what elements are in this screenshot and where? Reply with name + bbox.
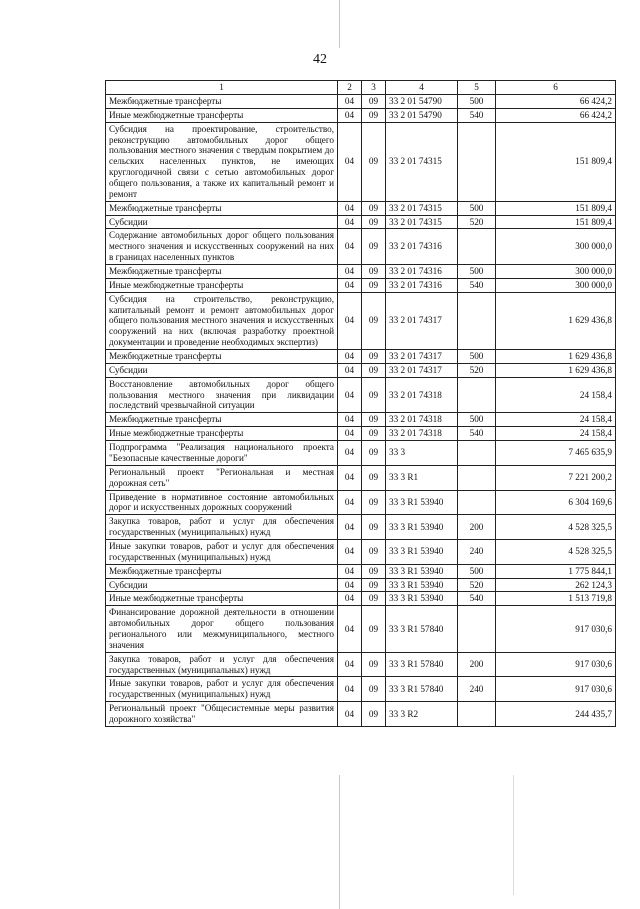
target-article-code: 33 2 01 74315 xyxy=(386,215,458,229)
table-row xyxy=(106,265,616,279)
table-row xyxy=(106,350,616,364)
amount: 4 528 325,5 xyxy=(496,539,616,564)
table-row xyxy=(106,278,616,292)
table-row xyxy=(106,108,616,122)
item-name: Иные закупки товаров, работ и услуг для обеспечения государственных (муниципальных) нужд xyxy=(106,677,338,702)
item-name: Иные межбюджетные трансферты xyxy=(106,592,338,606)
expense-type-code: 500 xyxy=(458,350,496,364)
section-code: 04 xyxy=(338,377,362,413)
table-row xyxy=(106,490,616,515)
subsection-code: 09 xyxy=(362,377,386,413)
section-code: 04 xyxy=(338,578,362,592)
expense-type-code: 240 xyxy=(458,677,496,702)
subsection-code: 09 xyxy=(362,108,386,122)
item-name: Иные межбюджетные трансферты xyxy=(106,108,338,122)
expense-type-code: 520 xyxy=(458,363,496,377)
table-row xyxy=(106,578,616,592)
section-code: 04 xyxy=(338,363,362,377)
table-row xyxy=(106,677,616,702)
section-code: 04 xyxy=(338,515,362,540)
amount: 300 000,0 xyxy=(496,278,616,292)
section-code: 04 xyxy=(338,564,362,578)
table-row xyxy=(106,363,616,377)
section-code: 04 xyxy=(338,229,362,265)
target-article-code: 33 2 01 74316 xyxy=(386,265,458,279)
section-code: 04 xyxy=(338,122,362,201)
item-name: Подпрограмма "Реализация национального проекта "Безопасные качественные дороги" xyxy=(106,441,338,466)
amount: 262 124,3 xyxy=(496,578,616,592)
subsection-code: 09 xyxy=(362,427,386,441)
expense-type-code: 240 xyxy=(458,539,496,564)
expense-type-code: 540 xyxy=(458,592,496,606)
section-code: 04 xyxy=(338,413,362,427)
subsection-code: 09 xyxy=(362,292,386,349)
subsection-code: 09 xyxy=(362,95,386,109)
column-header: 2 xyxy=(338,81,362,95)
target-article-code: 33 3 R1 57840 xyxy=(386,606,458,652)
target-article-code: 33 2 01 74317 xyxy=(386,292,458,349)
item-name: Региональный проект "Общесистемные меры развития дорожного хозяйства" xyxy=(106,702,338,727)
amount: 66 424,2 xyxy=(496,95,616,109)
subsection-code: 09 xyxy=(362,515,386,540)
item-name: Иные межбюджетные трансферты xyxy=(106,278,338,292)
amount: 244 435,7 xyxy=(496,702,616,727)
table-row xyxy=(106,201,616,215)
target-article-code: 33 2 01 74316 xyxy=(386,278,458,292)
target-article-code: 33 2 01 74318 xyxy=(386,377,458,413)
item-name: Субсидия на проектирование, строительство, реконструкцию автомобильных дорог общего пользования местного значения с твердым покрытием до сельских населенных пунктов, не имеющих круглогодичной связи с сетью автомобильных дорог общего пользования, а также их капитальный ремонт и ремонт xyxy=(106,122,338,201)
subsection-code: 09 xyxy=(362,564,386,578)
expense-type-code: 540 xyxy=(458,427,496,441)
amount: 300 000,0 xyxy=(496,265,616,279)
amount: 917 030,6 xyxy=(496,652,616,677)
subsection-code: 09 xyxy=(362,441,386,466)
target-article-code: 33 2 01 74315 xyxy=(386,122,458,201)
table-row xyxy=(106,413,616,427)
section-code: 04 xyxy=(338,201,362,215)
section-code: 04 xyxy=(338,652,362,677)
section-code: 04 xyxy=(338,677,362,702)
scan-artifact-line xyxy=(339,0,340,48)
expense-type-code xyxy=(458,465,496,490)
item-name: Субсидия на строительство, реконструкцию, капитальный ремонт и ремонт автомобильных дорог общего пользования местного значения и искусственных сооружений на них (включая разработку проектной документации и проведение необходимых экспертиз) xyxy=(106,292,338,349)
table-row xyxy=(106,122,616,201)
item-name: Субсидии xyxy=(106,363,338,377)
amount: 151 809,4 xyxy=(496,122,616,201)
amount: 4 528 325,5 xyxy=(496,515,616,540)
item-name: Межбюджетные трансферты xyxy=(106,201,338,215)
expense-type-code: 500 xyxy=(458,564,496,578)
scan-artifact-line xyxy=(339,775,340,909)
target-article-code: 33 3 R1 53940 xyxy=(386,592,458,606)
subsection-code: 09 xyxy=(362,702,386,727)
expense-type-code xyxy=(458,606,496,652)
item-name: Финансирование дорожной деятельности в отношении автомобильных дорог общего пользования регионального или межмуниципального, местного значения xyxy=(106,606,338,652)
table-row xyxy=(106,377,616,413)
expense-type-code xyxy=(458,377,496,413)
amount: 66 424,2 xyxy=(496,108,616,122)
amount: 24 158,4 xyxy=(496,377,616,413)
subsection-code: 09 xyxy=(362,413,386,427)
section-code: 04 xyxy=(338,292,362,349)
target-article-code: 33 2 01 74316 xyxy=(386,229,458,265)
item-name: Межбюджетные трансферты xyxy=(106,265,338,279)
target-article-code: 33 2 01 74317 xyxy=(386,350,458,364)
expense-type-code: 520 xyxy=(458,578,496,592)
subsection-code: 09 xyxy=(362,578,386,592)
target-article-code: 33 3 R1 57840 xyxy=(386,652,458,677)
section-code: 04 xyxy=(338,265,362,279)
scan-artifact-line xyxy=(513,775,514,895)
item-name: Субсидии xyxy=(106,578,338,592)
target-article-code: 33 2 01 54790 xyxy=(386,95,458,109)
item-name: Межбюджетные трансферты xyxy=(106,564,338,578)
amount: 1 629 436,8 xyxy=(496,363,616,377)
target-article-code: 33 3 R1 53940 xyxy=(386,490,458,515)
subsection-code: 09 xyxy=(362,278,386,292)
expense-type-code xyxy=(458,441,496,466)
item-name: Иные межбюджетные трансферты xyxy=(106,427,338,441)
column-header: 4 xyxy=(386,81,458,95)
subsection-code: 09 xyxy=(362,229,386,265)
amount: 917 030,6 xyxy=(496,677,616,702)
target-article-code: 33 2 01 74317 xyxy=(386,363,458,377)
expense-type-code xyxy=(458,229,496,265)
expense-type-code: 540 xyxy=(458,278,496,292)
section-code: 04 xyxy=(338,539,362,564)
item-name: Региональный проект "Региональная и местная дорожная сеть" xyxy=(106,465,338,490)
section-code: 04 xyxy=(338,702,362,727)
expense-type-code: 200 xyxy=(458,515,496,540)
table-row xyxy=(106,465,616,490)
expense-type-code: 200 xyxy=(458,652,496,677)
target-article-code: 33 3 R1 53940 xyxy=(386,564,458,578)
table-row xyxy=(106,652,616,677)
item-name: Субсидии xyxy=(106,215,338,229)
subsection-code: 09 xyxy=(362,215,386,229)
section-code: 04 xyxy=(338,108,362,122)
amount: 24 158,4 xyxy=(496,427,616,441)
item-name: Иные закупки товаров, работ и услуг для обеспечения государственных (муниципальных) нужд xyxy=(106,539,338,564)
subsection-code: 09 xyxy=(362,363,386,377)
table-row xyxy=(106,702,616,727)
section-code: 04 xyxy=(338,278,362,292)
target-article-code: 33 3 R1 xyxy=(386,465,458,490)
target-article-code: 33 2 01 54790 xyxy=(386,108,458,122)
section-code: 04 xyxy=(338,427,362,441)
subsection-code: 09 xyxy=(362,490,386,515)
table-row xyxy=(106,515,616,540)
expense-type-code xyxy=(458,122,496,201)
amount: 917 030,6 xyxy=(496,606,616,652)
target-article-code: 33 3 xyxy=(386,441,458,466)
subsection-code: 09 xyxy=(362,539,386,564)
table-row xyxy=(106,606,616,652)
item-name: Закупка товаров, работ и услуг для обеспечения государственных (муниципальных) нужд xyxy=(106,515,338,540)
amount: 1 629 436,8 xyxy=(496,292,616,349)
column-header: 1 xyxy=(106,81,338,95)
target-article-code: 33 3 R1 53940 xyxy=(386,515,458,540)
table-row xyxy=(106,229,616,265)
amount: 7 221 200,2 xyxy=(496,465,616,490)
item-name: Приведение в нормативное состояние автомобильных дорог и искусственных дорожных сооружений xyxy=(106,490,338,515)
amount: 24 158,4 xyxy=(496,413,616,427)
table-body xyxy=(106,95,616,727)
target-article-code: 33 3 R1 53940 xyxy=(386,539,458,564)
target-article-code: 33 2 01 74318 xyxy=(386,427,458,441)
table-row xyxy=(106,441,616,466)
target-article-code: 33 3 R2 xyxy=(386,702,458,727)
section-code: 04 xyxy=(338,465,362,490)
column-header: 6 xyxy=(496,81,616,95)
amount: 1 775 844,1 xyxy=(496,564,616,578)
expense-type-code xyxy=(458,490,496,515)
table-header-row xyxy=(106,81,616,95)
expense-type-code xyxy=(458,292,496,349)
table-row xyxy=(106,292,616,349)
item-name: Межбюджетные трансферты xyxy=(106,413,338,427)
expense-type-code xyxy=(458,702,496,727)
amount: 300 000,0 xyxy=(496,229,616,265)
column-header: 3 xyxy=(362,81,386,95)
subsection-code: 09 xyxy=(362,592,386,606)
table-row xyxy=(106,215,616,229)
subsection-code: 09 xyxy=(362,122,386,201)
subsection-code: 09 xyxy=(362,606,386,652)
target-article-code: 33 2 01 74318 xyxy=(386,413,458,427)
column-header: 5 xyxy=(458,81,496,95)
table-row xyxy=(106,427,616,441)
section-code: 04 xyxy=(338,490,362,515)
expense-type-code: 500 xyxy=(458,95,496,109)
expense-type-code: 500 xyxy=(458,201,496,215)
subsection-code: 09 xyxy=(362,677,386,702)
budget-table xyxy=(105,80,616,727)
subsection-code: 09 xyxy=(362,652,386,677)
expense-type-code: 520 xyxy=(458,215,496,229)
section-code: 04 xyxy=(338,441,362,466)
table-row xyxy=(106,592,616,606)
subsection-code: 09 xyxy=(362,465,386,490)
amount: 151 809,4 xyxy=(496,201,616,215)
item-name: Восстановление автомобильных дорог общего пользования местного значения при ликвидации последствий чрезвычайной ситуации xyxy=(106,377,338,413)
table-row xyxy=(106,539,616,564)
item-name: Межбюджетные трансферты xyxy=(106,350,338,364)
subsection-code: 09 xyxy=(362,350,386,364)
section-code: 04 xyxy=(338,95,362,109)
target-article-code: 33 2 01 74315 xyxy=(386,201,458,215)
page-number: 42 xyxy=(313,52,327,67)
section-code: 04 xyxy=(338,215,362,229)
amount: 1 629 436,8 xyxy=(496,350,616,364)
amount: 151 809,4 xyxy=(496,215,616,229)
expense-type-code: 540 xyxy=(458,108,496,122)
subsection-code: 09 xyxy=(362,265,386,279)
item-name: Закупка товаров, работ и услуг для обеспечения государственных (муниципальных) нужд xyxy=(106,652,338,677)
expense-type-code: 500 xyxy=(458,413,496,427)
section-code: 04 xyxy=(338,350,362,364)
expense-type-code: 500 xyxy=(458,265,496,279)
table-row xyxy=(106,95,616,109)
section-code: 04 xyxy=(338,606,362,652)
target-article-code: 33 3 R1 53940 xyxy=(386,578,458,592)
amount: 6 304 169,6 xyxy=(496,490,616,515)
amount: 1 513 719,8 xyxy=(496,592,616,606)
amount: 7 465 635,9 xyxy=(496,441,616,466)
subsection-code: 09 xyxy=(362,201,386,215)
target-article-code: 33 3 R1 57840 xyxy=(386,677,458,702)
item-name: Межбюджетные трансферты xyxy=(106,95,338,109)
item-name: Содержание автомобильных дорог общего пользования местного значения и искусственных сооружений на них в границах населенных пунктов xyxy=(106,229,338,265)
section-code: 04 xyxy=(338,592,362,606)
table-row xyxy=(106,564,616,578)
